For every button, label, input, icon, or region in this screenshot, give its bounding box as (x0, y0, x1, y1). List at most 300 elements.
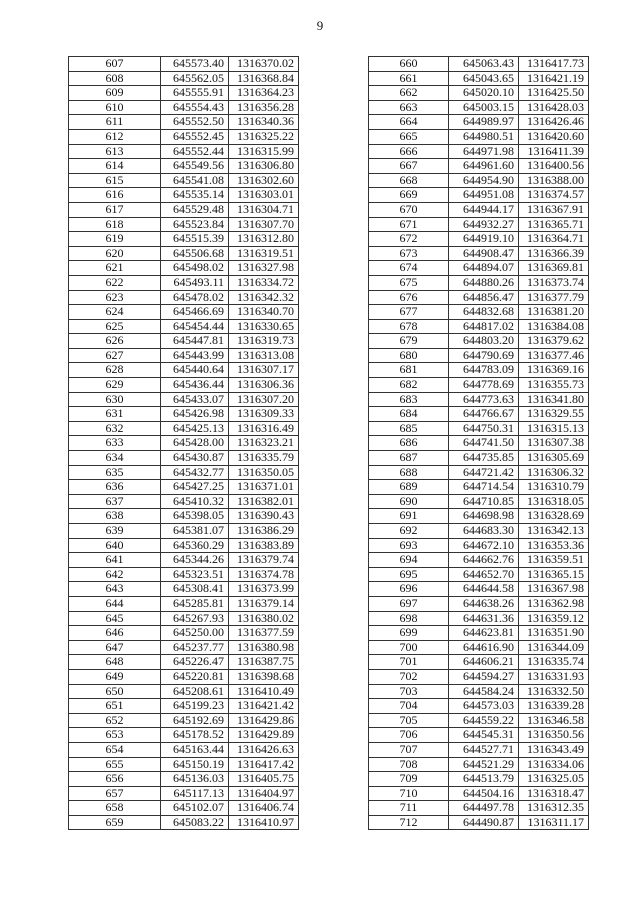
point-number-cell: 710 (369, 786, 449, 801)
table-row (69, 451, 299, 466)
x-coordinate-cell: 644631.36 (449, 611, 519, 626)
point-number-cell: 611 (69, 115, 161, 130)
point-number-cell: 647 (69, 640, 161, 655)
table-row (369, 57, 589, 72)
y-coordinate-cell: 1316303.01 (229, 188, 299, 203)
table-row (369, 772, 589, 787)
table-row (69, 246, 299, 261)
point-number-cell: 673 (369, 246, 449, 261)
x-coordinate-cell: 645344.26 (161, 553, 229, 568)
table-row (69, 173, 299, 188)
point-number-cell: 622 (69, 275, 161, 290)
x-coordinate-cell: 644545.31 (449, 728, 519, 743)
x-coordinate-cell: 645506.68 (161, 246, 229, 261)
y-coordinate-cell: 1316373.99 (229, 582, 299, 597)
y-coordinate-cell: 1316306.36 (229, 378, 299, 393)
table-row (369, 480, 589, 495)
table-row (69, 596, 299, 611)
table-row (369, 655, 589, 670)
table-row (369, 553, 589, 568)
point-number-cell: 668 (369, 173, 449, 188)
x-coordinate-cell: 645323.51 (161, 567, 229, 582)
table-row (69, 71, 299, 86)
x-coordinate-cell: 644504.16 (449, 786, 519, 801)
x-coordinate-cell: 645410.32 (161, 494, 229, 509)
y-coordinate-cell: 1316346.58 (519, 713, 589, 728)
y-coordinate-cell: 1316307.70 (229, 217, 299, 232)
table-row (69, 202, 299, 217)
y-coordinate-cell: 1316335.79 (229, 451, 299, 466)
x-coordinate-cell: 645398.05 (161, 509, 229, 524)
coordinates-table-left-body (69, 57, 299, 830)
point-number-cell: 662 (369, 86, 449, 101)
point-number-cell: 630 (69, 392, 161, 407)
x-coordinate-cell: 645541.08 (161, 173, 229, 188)
table-row (69, 407, 299, 422)
point-number-cell: 635 (69, 465, 161, 480)
table-row (369, 392, 589, 407)
x-coordinate-cell: 644735.85 (449, 451, 519, 466)
table-row (369, 334, 589, 349)
point-number-cell: 659 (69, 815, 161, 830)
y-coordinate-cell: 1316377.46 (519, 348, 589, 363)
x-coordinate-cell: 645226.47 (161, 655, 229, 670)
y-coordinate-cell: 1316334.06 (519, 757, 589, 772)
x-coordinate-cell: 645573.40 (161, 57, 229, 72)
x-coordinate-cell: 644527.71 (449, 742, 519, 757)
table-row (369, 524, 589, 539)
table-row (369, 494, 589, 509)
table-row (69, 232, 299, 247)
table-row (69, 144, 299, 159)
table-row (69, 334, 299, 349)
y-coordinate-cell: 1316315.99 (229, 144, 299, 159)
x-coordinate-cell: 644954.90 (449, 173, 519, 188)
table-row (69, 626, 299, 641)
y-coordinate-cell: 1316340.36 (229, 115, 299, 130)
y-coordinate-cell: 1316331.93 (519, 669, 589, 684)
table-row (369, 232, 589, 247)
y-coordinate-cell: 1316388.00 (519, 173, 589, 188)
y-coordinate-cell: 1316315.13 (519, 421, 589, 436)
y-coordinate-cell: 1316306.32 (519, 465, 589, 480)
x-coordinate-cell: 645426.98 (161, 407, 229, 422)
y-coordinate-cell: 1316384.08 (519, 319, 589, 334)
point-number-cell: 644 (69, 596, 161, 611)
point-number-cell: 666 (369, 144, 449, 159)
table-row (69, 684, 299, 699)
y-coordinate-cell: 1316311.17 (519, 815, 589, 830)
table-row (69, 100, 299, 115)
point-number-cell: 608 (69, 71, 161, 86)
table-row (369, 436, 589, 451)
point-number-cell: 653 (69, 728, 161, 743)
y-coordinate-cell: 1316350.56 (519, 728, 589, 743)
x-coordinate-cell: 645102.07 (161, 801, 229, 816)
table-row (369, 86, 589, 101)
point-number-cell: 707 (369, 742, 449, 757)
x-coordinate-cell: 645003.15 (449, 100, 519, 115)
x-coordinate-cell: 644638.26 (449, 596, 519, 611)
y-coordinate-cell: 1316318.47 (519, 786, 589, 801)
x-coordinate-cell: 645178.52 (161, 728, 229, 743)
x-coordinate-cell: 645150.19 (161, 757, 229, 772)
y-coordinate-cell: 1316429.86 (229, 713, 299, 728)
point-number-cell: 671 (369, 217, 449, 232)
y-coordinate-cell: 1316373.74 (519, 275, 589, 290)
y-coordinate-cell: 1316404.97 (229, 786, 299, 801)
x-coordinate-cell: 644750.31 (449, 421, 519, 436)
x-coordinate-cell: 645436.44 (161, 378, 229, 393)
y-coordinate-cell: 1316377.79 (519, 290, 589, 305)
x-coordinate-cell: 644559.22 (449, 713, 519, 728)
y-coordinate-cell: 1316353.36 (519, 538, 589, 553)
y-coordinate-cell: 1316334.72 (229, 275, 299, 290)
y-coordinate-cell: 1316405.75 (229, 772, 299, 787)
x-coordinate-cell: 644932.27 (449, 217, 519, 232)
y-coordinate-cell: 1316374.57 (519, 188, 589, 203)
x-coordinate-cell: 645083.22 (161, 815, 229, 830)
point-number-cell: 615 (69, 173, 161, 188)
x-coordinate-cell: 644644.58 (449, 582, 519, 597)
x-coordinate-cell: 645493.11 (161, 275, 229, 290)
table-row (369, 100, 589, 115)
x-coordinate-cell: 644683.30 (449, 524, 519, 539)
y-coordinate-cell: 1316323.21 (229, 436, 299, 451)
y-coordinate-cell: 1316307.20 (229, 392, 299, 407)
point-number-cell: 650 (69, 684, 161, 699)
x-coordinate-cell: 645478.02 (161, 290, 229, 305)
y-coordinate-cell: 1316319.51 (229, 246, 299, 261)
x-coordinate-cell: 644803.20 (449, 334, 519, 349)
point-number-cell: 702 (369, 669, 449, 684)
x-coordinate-cell: 645432.77 (161, 465, 229, 480)
point-number-cell: 640 (69, 538, 161, 553)
y-coordinate-cell: 1316417.73 (519, 57, 589, 72)
y-coordinate-cell: 1316429.89 (229, 728, 299, 743)
y-coordinate-cell: 1316312.35 (519, 801, 589, 816)
table-row (369, 217, 589, 232)
table-row (69, 421, 299, 436)
y-coordinate-cell: 1316428.03 (519, 100, 589, 115)
y-coordinate-cell: 1316365.15 (519, 567, 589, 582)
point-number-cell: 655 (69, 757, 161, 772)
table-row (69, 129, 299, 144)
y-coordinate-cell: 1316309.33 (229, 407, 299, 422)
x-coordinate-cell: 644778.69 (449, 378, 519, 393)
y-coordinate-cell: 1316330.65 (229, 319, 299, 334)
table-row (69, 757, 299, 772)
table-row (69, 713, 299, 728)
coordinates-table-left (68, 56, 299, 830)
y-coordinate-cell: 1316369.81 (519, 261, 589, 276)
y-coordinate-cell: 1316410.49 (229, 684, 299, 699)
table-row (69, 290, 299, 305)
y-coordinate-cell: 1316344.09 (519, 640, 589, 655)
x-coordinate-cell: 644490.87 (449, 815, 519, 830)
x-coordinate-cell: 645454.44 (161, 319, 229, 334)
point-number-cell: 610 (69, 100, 161, 115)
point-number-cell: 674 (369, 261, 449, 276)
point-number-cell: 613 (69, 144, 161, 159)
table-row (369, 202, 589, 217)
y-coordinate-cell: 1316421.19 (519, 71, 589, 86)
y-coordinate-cell: 1316325.22 (229, 129, 299, 144)
point-number-cell: 646 (69, 626, 161, 641)
point-number-cell: 705 (369, 713, 449, 728)
table-row (369, 596, 589, 611)
point-number-cell: 631 (69, 407, 161, 422)
y-coordinate-cell: 1316369.16 (519, 363, 589, 378)
y-coordinate-cell: 1316340.70 (229, 305, 299, 320)
table-row (369, 582, 589, 597)
point-number-cell: 708 (369, 757, 449, 772)
y-coordinate-cell: 1316318.05 (519, 494, 589, 509)
table-row (69, 188, 299, 203)
point-number-cell: 625 (69, 319, 161, 334)
table-row (369, 275, 589, 290)
point-number-cell: 675 (369, 275, 449, 290)
point-number-cell: 642 (69, 567, 161, 582)
point-number-cell: 692 (369, 524, 449, 539)
point-number-cell: 612 (69, 129, 161, 144)
table-row (369, 669, 589, 684)
point-number-cell: 684 (369, 407, 449, 422)
table-row (69, 699, 299, 714)
point-number-cell: 629 (69, 378, 161, 393)
table-row (69, 728, 299, 743)
x-coordinate-cell: 645063.43 (449, 57, 519, 72)
x-coordinate-cell: 645498.02 (161, 261, 229, 276)
x-coordinate-cell: 645447.81 (161, 334, 229, 349)
table-row (369, 129, 589, 144)
y-coordinate-cell: 1316367.91 (519, 202, 589, 217)
point-number-cell: 620 (69, 246, 161, 261)
y-coordinate-cell: 1316400.56 (519, 159, 589, 174)
x-coordinate-cell: 645199.23 (161, 699, 229, 714)
point-number-cell: 652 (69, 713, 161, 728)
point-number-cell: 698 (369, 611, 449, 626)
x-coordinate-cell: 645523.84 (161, 217, 229, 232)
x-coordinate-cell: 645285.81 (161, 596, 229, 611)
x-coordinate-cell: 645043.65 (449, 71, 519, 86)
x-coordinate-cell: 644714.54 (449, 480, 519, 495)
table-row (369, 699, 589, 714)
table-row (69, 305, 299, 320)
x-coordinate-cell: 644951.08 (449, 188, 519, 203)
table-row (69, 436, 299, 451)
y-coordinate-cell: 1316368.84 (229, 71, 299, 86)
point-number-cell: 679 (369, 334, 449, 349)
y-coordinate-cell: 1316304.71 (229, 202, 299, 217)
table-row (69, 378, 299, 393)
table-row (369, 713, 589, 728)
x-coordinate-cell: 644710.85 (449, 494, 519, 509)
y-coordinate-cell: 1316379.74 (229, 553, 299, 568)
x-coordinate-cell: 644513.79 (449, 772, 519, 787)
table-row (69, 348, 299, 363)
x-coordinate-cell: 644880.26 (449, 275, 519, 290)
x-coordinate-cell: 644919.10 (449, 232, 519, 247)
y-coordinate-cell: 1316390.43 (229, 509, 299, 524)
x-coordinate-cell: 645555.91 (161, 86, 229, 101)
x-coordinate-cell: 645428.00 (161, 436, 229, 451)
table-row (369, 348, 589, 363)
table-row (369, 684, 589, 699)
y-coordinate-cell: 1316381.20 (519, 305, 589, 320)
y-coordinate-cell: 1316425.50 (519, 86, 589, 101)
point-number-cell: 656 (69, 772, 161, 787)
y-coordinate-cell: 1316342.32 (229, 290, 299, 305)
x-coordinate-cell: 644521.29 (449, 757, 519, 772)
point-number-cell: 609 (69, 86, 161, 101)
coordinates-table-right-body (369, 57, 589, 830)
point-number-cell: 607 (69, 57, 161, 72)
table-row (69, 363, 299, 378)
table-row (369, 786, 589, 801)
point-number-cell: 634 (69, 451, 161, 466)
x-coordinate-cell: 644698.98 (449, 509, 519, 524)
point-number-cell: 654 (69, 742, 161, 757)
y-coordinate-cell: 1316371.01 (229, 480, 299, 495)
table-row (369, 611, 589, 626)
y-coordinate-cell: 1316343.49 (519, 742, 589, 757)
x-coordinate-cell: 644980.51 (449, 129, 519, 144)
y-coordinate-cell: 1316406.74 (229, 801, 299, 816)
table-row (69, 159, 299, 174)
x-coordinate-cell: 645562.05 (161, 71, 229, 86)
x-coordinate-cell: 645220.81 (161, 669, 229, 684)
table-row (369, 538, 589, 553)
table-row (369, 115, 589, 130)
point-number-cell: 651 (69, 699, 161, 714)
table-row (69, 261, 299, 276)
x-coordinate-cell: 645381.07 (161, 524, 229, 539)
point-number-cell: 711 (369, 801, 449, 816)
y-coordinate-cell: 1316310.79 (519, 480, 589, 495)
table-row (69, 217, 299, 232)
point-number-cell: 627 (69, 348, 161, 363)
table-row (369, 290, 589, 305)
table-row (369, 451, 589, 466)
y-coordinate-cell: 1316332.50 (519, 684, 589, 699)
x-coordinate-cell: 645427.25 (161, 480, 229, 495)
y-coordinate-cell: 1316335.74 (519, 655, 589, 670)
x-coordinate-cell: 644623.81 (449, 626, 519, 641)
point-number-cell: 614 (69, 159, 161, 174)
x-coordinate-cell: 644662.76 (449, 553, 519, 568)
table-row (69, 772, 299, 787)
table-row (69, 115, 299, 130)
point-number-cell: 706 (369, 728, 449, 743)
point-number-cell: 619 (69, 232, 161, 247)
x-coordinate-cell: 644944.17 (449, 202, 519, 217)
y-coordinate-cell: 1316355.73 (519, 378, 589, 393)
table-row (369, 378, 589, 393)
table-row (69, 275, 299, 290)
point-number-cell: 704 (369, 699, 449, 714)
point-number-cell: 677 (369, 305, 449, 320)
table-row (369, 567, 589, 582)
y-coordinate-cell: 1316341.80 (519, 392, 589, 407)
x-coordinate-cell: 645267.93 (161, 611, 229, 626)
x-coordinate-cell: 644584.24 (449, 684, 519, 699)
y-coordinate-cell: 1316383.89 (229, 538, 299, 553)
point-number-cell: 624 (69, 305, 161, 320)
y-coordinate-cell: 1316426.46 (519, 115, 589, 130)
y-coordinate-cell: 1316366.39 (519, 246, 589, 261)
point-number-cell: 703 (369, 684, 449, 699)
table-row (369, 626, 589, 641)
point-number-cell: 696 (369, 582, 449, 597)
table-row (69, 524, 299, 539)
table-row (69, 611, 299, 626)
point-number-cell: 661 (369, 71, 449, 86)
y-coordinate-cell: 1316316.49 (229, 421, 299, 436)
y-coordinate-cell: 1316313.08 (229, 348, 299, 363)
y-coordinate-cell: 1316302.60 (229, 173, 299, 188)
point-number-cell: 649 (69, 669, 161, 684)
x-coordinate-cell: 645535.14 (161, 188, 229, 203)
table-row (69, 567, 299, 582)
point-number-cell: 689 (369, 480, 449, 495)
y-coordinate-cell: 1316329.55 (519, 407, 589, 422)
y-coordinate-cell: 1316417.42 (229, 757, 299, 772)
y-coordinate-cell: 1316367.98 (519, 582, 589, 597)
table-row (69, 640, 299, 655)
x-coordinate-cell: 644573.03 (449, 699, 519, 714)
point-number-cell: 643 (69, 582, 161, 597)
table-row (69, 494, 299, 509)
point-number-cell: 687 (369, 451, 449, 466)
point-number-cell: 632 (69, 421, 161, 436)
x-coordinate-cell: 644817.02 (449, 319, 519, 334)
y-coordinate-cell: 1316307.17 (229, 363, 299, 378)
y-coordinate-cell: 1316327.98 (229, 261, 299, 276)
y-coordinate-cell: 1316379.62 (519, 334, 589, 349)
table-row (69, 786, 299, 801)
point-number-cell: 660 (369, 57, 449, 72)
point-number-cell: 712 (369, 815, 449, 830)
table-row (69, 509, 299, 524)
y-coordinate-cell: 1316380.98 (229, 640, 299, 655)
table-row (69, 669, 299, 684)
point-number-cell: 701 (369, 655, 449, 670)
y-coordinate-cell: 1316365.71 (519, 217, 589, 232)
x-coordinate-cell: 644894.07 (449, 261, 519, 276)
point-number-cell: 678 (369, 319, 449, 334)
point-number-cell: 699 (369, 626, 449, 641)
point-number-cell: 618 (69, 217, 161, 232)
y-coordinate-cell: 1316342.13 (519, 524, 589, 539)
point-number-cell: 665 (369, 129, 449, 144)
point-number-cell: 616 (69, 188, 161, 203)
point-number-cell: 663 (369, 100, 449, 115)
y-coordinate-cell: 1316426.63 (229, 742, 299, 757)
x-coordinate-cell: 645117.13 (161, 786, 229, 801)
point-number-cell: 636 (69, 480, 161, 495)
table-row (369, 640, 589, 655)
point-number-cell: 690 (369, 494, 449, 509)
point-number-cell: 621 (69, 261, 161, 276)
x-coordinate-cell: 645552.50 (161, 115, 229, 130)
x-coordinate-cell: 645360.29 (161, 538, 229, 553)
table-row (369, 815, 589, 830)
point-number-cell: 623 (69, 290, 161, 305)
point-number-cell: 682 (369, 378, 449, 393)
point-number-cell: 658 (69, 801, 161, 816)
x-coordinate-cell: 644672.10 (449, 538, 519, 553)
